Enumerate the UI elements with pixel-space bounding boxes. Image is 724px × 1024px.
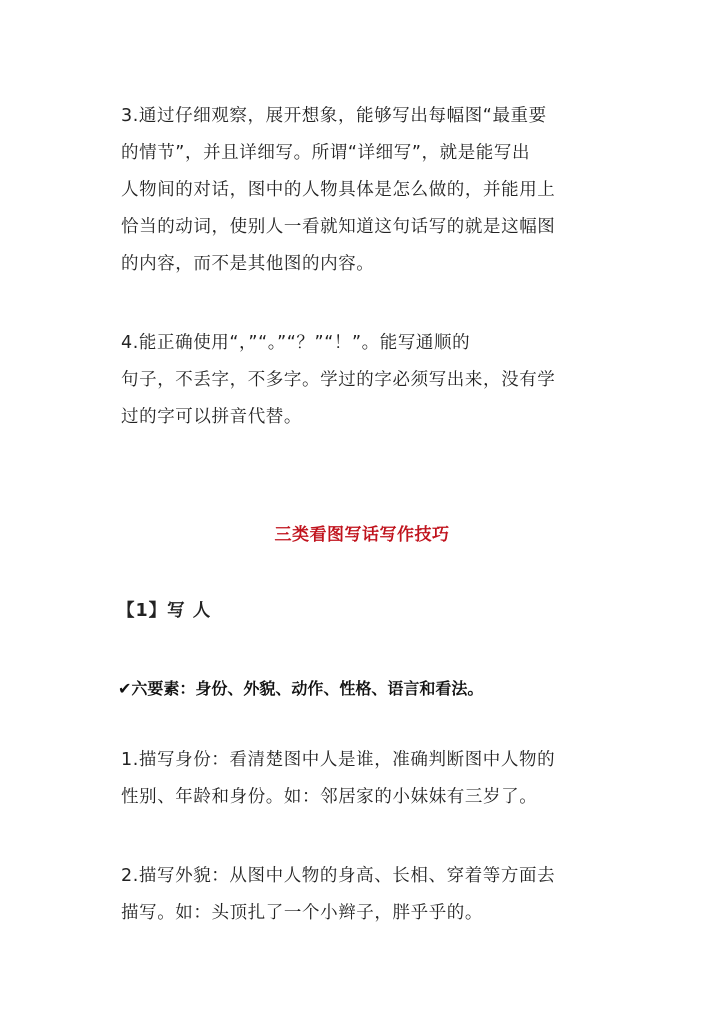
techniques-section-title: 三类看图写话写作技巧 [274,525,450,545]
paragraph-line: 1.描写身份：看清楚图中人是谁，准确判断图中人物的 [121,750,556,770]
paragraph-line: 描写。如：头顶扎了一个小辫子，胖乎乎的。 [121,903,483,923]
paragraph-line: 2.描写外貌：从图中人物的身高、长相、穿着等方面去 [121,866,556,886]
describe-identity-paragraph [121,742,611,816]
check-mark-icon: ✔ [118,679,132,698]
category-heading-write-people: 【1】写 人 [117,601,212,621]
requirement-3-paragraph [121,98,611,283]
paragraph-line: 人物间的对话，图中的人物具体是怎么做的，并能用上 [121,180,556,200]
requirement-4-paragraph [121,325,611,436]
paragraph-line: 过的字可以拼音代替。 [121,407,302,427]
paragraph-line: 3.通过仔细观察，展开想象，能够写出每幅图“最重要 [121,106,547,126]
describe-appearance-paragraph [121,858,611,932]
paragraph-line: 的情节”，并且详细写。所谓“详细写”，就是能写出 [121,143,531,163]
paragraph-line: 句子，不丢字，不多字。学过的字必须写出来，没有学 [121,370,556,390]
paragraph-line: 性别、年龄和身份。如：邻居家的小妹妹有三岁了。 [121,787,538,807]
paragraph-line: 的内容，而不是其他图的内容。 [121,254,375,274]
paragraph-line: 4.能正确使用“，”“。”“？”“！”。能写通顺的 [121,333,471,353]
six-elements-line [118,676,483,699]
six-elements-text: 六要素：身份、外貌、动作、性格、语言和看法。 [131,679,484,698]
paragraph-line: 恰当的动词，使别人一看就知道这句话写的就是这幅图 [121,217,556,237]
